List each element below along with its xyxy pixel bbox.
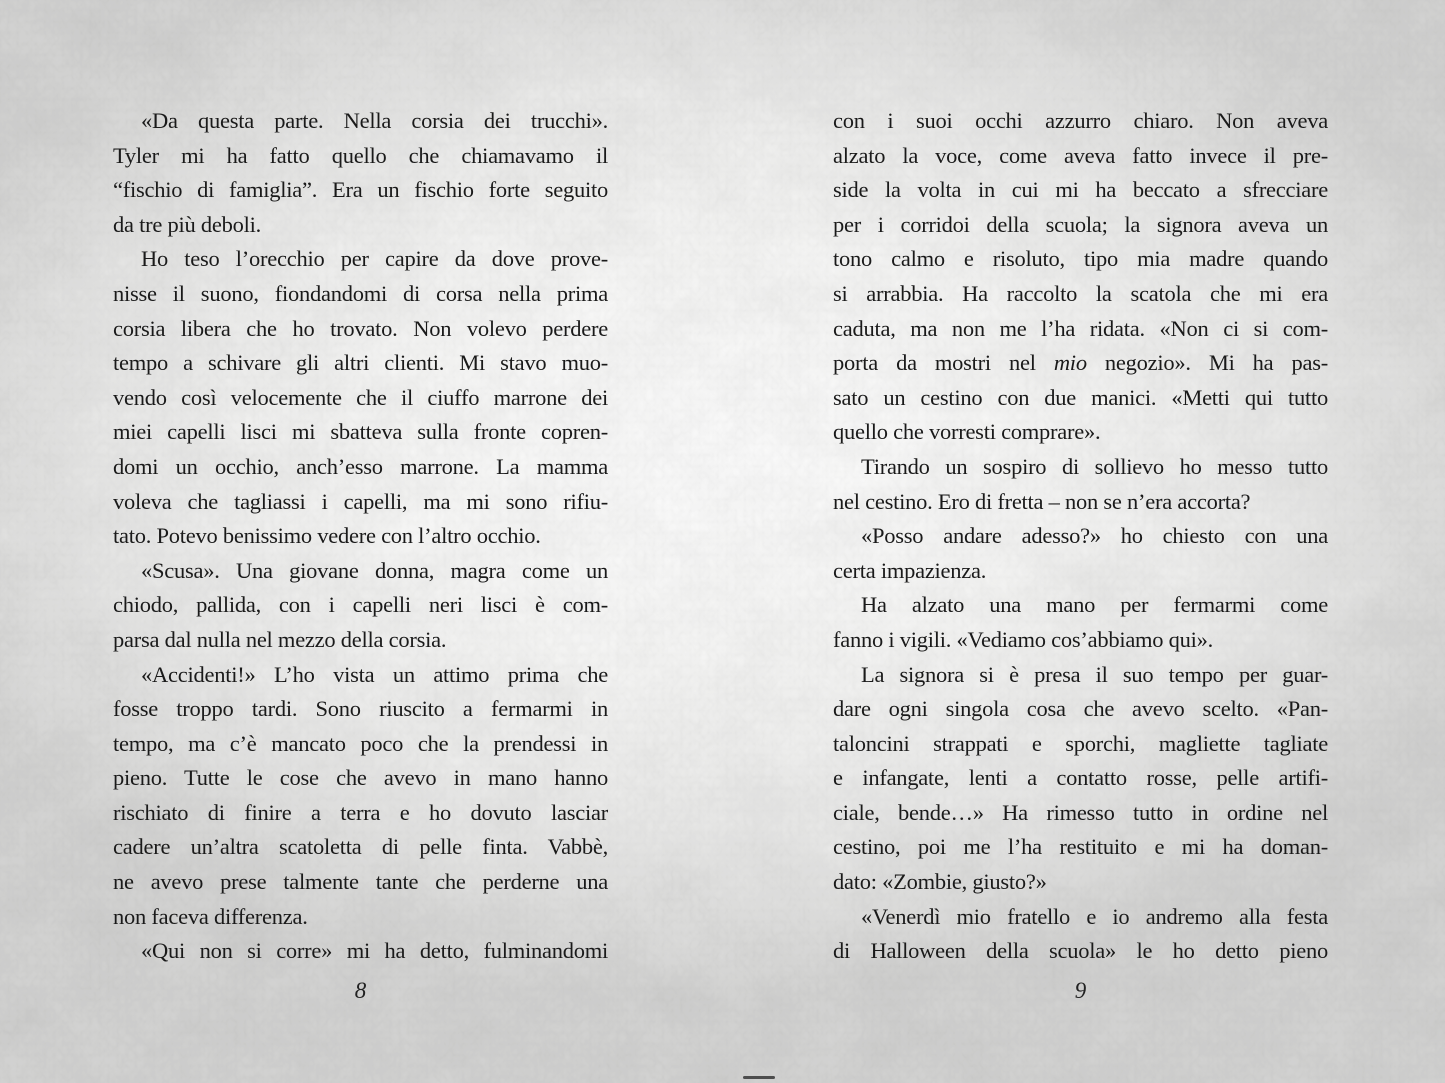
text-line: tono calmo e risoluto, tipo mia madre quando — [833, 246, 1328, 272]
text-line: «Venerdì mio fratello e io andremo alla festa — [861, 903, 1328, 929]
text-line: «Qui non si corre» mi ha detto, fulminandomi — [141, 938, 608, 964]
text-line: con i suoi occhi azzurro chiaro. Non aveva — [833, 108, 1328, 133]
text-line: non faceva differenza. — [113, 903, 308, 929]
text-line: alzato la voce, come aveva fatto invece il pre- — [833, 142, 1328, 168]
text-line: taloncini strappati e sporchi, magliette tagliate — [833, 730, 1328, 756]
text-line: Ha alzato una mano per fermarmi come — [861, 592, 1328, 618]
page-left-text — [113, 104, 608, 969]
text-line: Tirando un sospiro di sollievo ho messo tutto — [861, 453, 1328, 479]
text-line: di Halloween della scuola» le ho detto pieno — [833, 938, 1328, 964]
text-line: si arrabbia. Ha raccolto la scatola che mi era — [833, 280, 1328, 306]
text-line: ciale, bende…» Ha rimesso tutto in ordine nel — [833, 799, 1328, 825]
bottom-divider-bar — [743, 1076, 775, 1079]
text-line: Tyler mi ha fatto quello che chiamavamo il — [113, 142, 608, 168]
text-line: «Accidenti!» L’ho vista un attimo prima che — [141, 661, 608, 687]
text-line: «Posso andare adesso?» ho chiesto con una — [861, 523, 1328, 549]
text-line: side la volta in cui mi ha beccato a sfrecciare — [833, 177, 1328, 203]
text-line: miei capelli lisci mi sbatteva sulla fronte copren- — [113, 419, 608, 445]
page-right-text — [833, 104, 1328, 969]
text-line: dato: «Zombie, giusto?» — [833, 869, 1047, 895]
text-line: tempo a schivare gli altri clienti. Mi stavo muo- — [113, 350, 608, 376]
text-line: rischiato di finire a terra e ho dovuto lasciar — [113, 799, 608, 825]
text-line: tempo, ma c’è mancato poco che la prendessi in — [113, 730, 608, 756]
text-line: pieno. Tutte le cose che avevo in mano hanno — [113, 765, 608, 791]
text-line: fanno i vigili. «Vediamo cos’abbiamo qui». — [833, 626, 1214, 652]
text-line: domi un occhio, anch’esso marrone. La mamma — [113, 453, 608, 479]
italic-text: mio — [1053, 350, 1087, 376]
text-line: «Da questa parte. Nella corsia dei trucchi». — [141, 108, 608, 133]
text-line: Ho teso l’orecchio per capire da dove prove- — [141, 246, 608, 272]
text-line: vendo così velocemente che il ciuffo marrone dei — [113, 384, 608, 410]
text-line: corsia libera che ho trovato. Non volevo perdere — [113, 315, 608, 341]
text-line: cestino, poi me l’ha restituito e mi ha doman- — [833, 834, 1328, 860]
text-line: porta da mostri nel mio negozio». Mi ha pas- — [833, 350, 1328, 376]
text-line: sato un cestino con due manici. «Metti qui tutto — [833, 384, 1328, 410]
text-line: chiodo, pallida, con i capelli neri lisci è com- — [113, 592, 608, 618]
text-line: fosse troppo tardi. Sono riuscito a fermarmi in — [113, 696, 608, 722]
page-number-right: 9 — [1074, 978, 1087, 1003]
text-line: nisse il suono, fiondandomi di corsa nella prima — [113, 280, 608, 306]
text-line: “fischio di famiglia”. Era un fischio forte seguito — [113, 177, 608, 203]
text-line: ne avevo prese talmente tante che perderne una — [113, 869, 608, 895]
text-line: cadere un’altra scatoletta di pelle finta. Vabbè, — [113, 834, 608, 860]
text-line: «Scusa». Una giovane donna, magra come un — [141, 557, 608, 583]
text-line: caduta, ma non me l’ha ridata. «Non ci si com- — [833, 315, 1328, 341]
page-number-left: 8 — [354, 978, 367, 1003]
text-line: e infangate, lenti a contatto rosse, pelle artifi- — [833, 765, 1328, 791]
text-line: da tre più deboli. — [113, 211, 261, 237]
text-line: nel cestino. Ero di fretta – non se n’era accorta? — [833, 488, 1251, 514]
text-line: certa impazienza. — [833, 557, 987, 583]
text-line: La signora si è presa il suo tempo per guar- — [861, 661, 1328, 687]
text-line: per i corridoi della scuola; la signora aveva un — [833, 211, 1328, 237]
text-line: quello che vorresti comprare». — [833, 419, 1101, 445]
text-line: tato. Potevo benissimo vedere con l’altro occhio. — [113, 523, 541, 549]
text-line: parsa dal nulla nel mezzo della corsia. — [113, 626, 447, 652]
text-line: voleva che tagliassi i capelli, ma mi sono rifiu- — [113, 488, 608, 514]
text-line: dare ogni singola cosa che avevo scelto. «Pan- — [833, 696, 1328, 722]
